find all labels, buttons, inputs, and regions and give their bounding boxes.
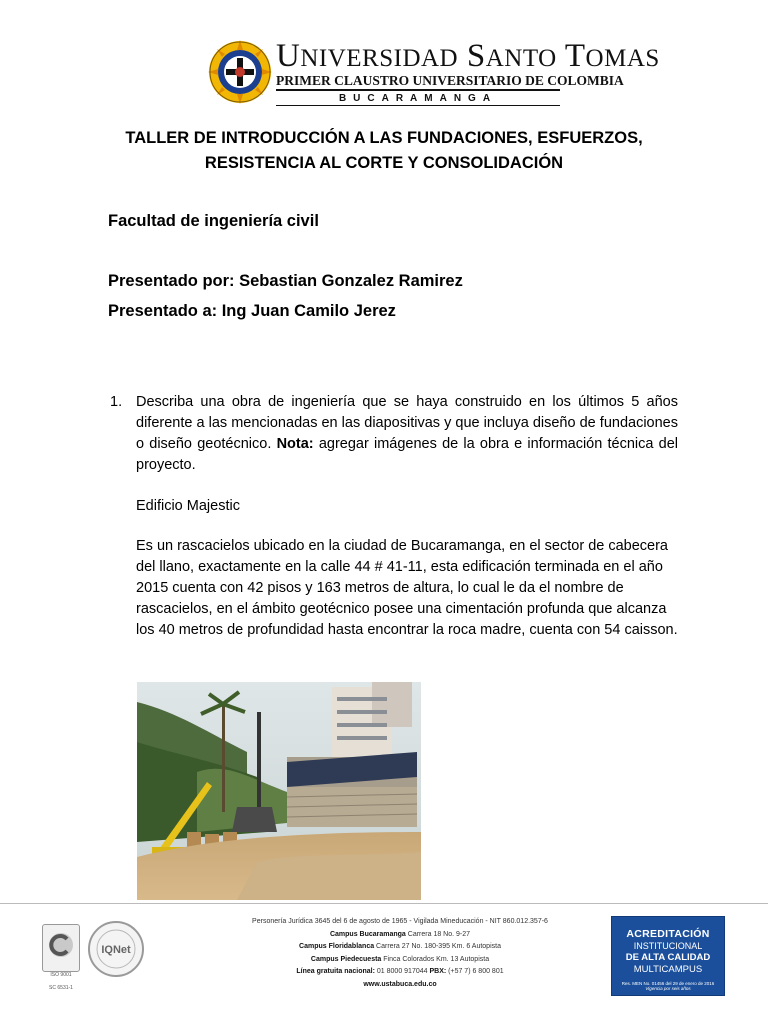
university-name: UNIVERSIDAD SANTO TOMAS <box>276 38 660 74</box>
question-text: Describa una obra de ingeniería que se haya construido en los últimos 5 años diferente a las mencionadas en las diapositivas y que incluya diseño de fundaciones o diseño geotécnico. Nota: agregar imágenes de la obra e información técnica del proyecto. <box>136 394 678 473</box>
campus-name: BUCARAMANGA <box>338 93 498 104</box>
title-line-2: RESISTENCIA AL CORTE Y CONSOLIDACIÓN <box>204 154 564 172</box>
accreditation-line-6: Vigencia por seis años <box>645 986 691 991</box>
faculty-label: Facultad de ingeniería civil <box>108 212 319 230</box>
accreditation-line-1: ACREDITACIÓN <box>626 928 710 940</box>
university-subtitle: PRIMER CLAUSTRO UNIVERSITARIO DE COLOMBIA <box>276 73 624 88</box>
question-number: 1. <box>110 394 123 410</box>
presented-by: Presentado por: Sebastian Gonzalez Ramirez <box>108 272 463 290</box>
footer-campus-3: Campus Piedecuesta Finca Colorados Km. 13 Autopista <box>310 955 490 963</box>
iso-certification-logo <box>42 924 80 972</box>
accreditation-line-3: DE ALTA CALIDAD <box>625 952 711 963</box>
iqnet-text: IQNet <box>101 944 131 956</box>
footer-phones: Línea gratuita nacional: 01 8000 917044 PBX: (+57 7) 6 800 801 <box>296 968 504 975</box>
note-label: Nota: <box>276 436 314 452</box>
footer-legal: Personería Jurídica 3645 del 6 de agosto de 1965 - Vigilada Mineducación - NIT 860.012.357-6 <box>252 918 548 925</box>
iso-code: SC 6531-1 <box>49 985 73 991</box>
accreditation-line-4: MULTICAMPUS <box>633 964 703 975</box>
iqnet-certification-logo <box>88 921 144 977</box>
accreditation-line-5: Res. MEN No. 01456 del 29 de enero de 2016 <box>621 981 715 986</box>
footer-campus-2: Campus Floridablanca Carrera 27 No. 180-395 Km. 6 Autopista <box>299 943 501 950</box>
footer-website: www.ustabuca.edu.co <box>363 980 437 988</box>
construction-site-photo <box>137 682 421 900</box>
icontec-icon <box>43 925 79 971</box>
document-title <box>100 126 668 176</box>
iso-label: ISO 9001 <box>50 972 72 978</box>
header-rule <box>276 89 560 91</box>
building-description: Es un rascacielos ubicado en la ciudad de Bucaramanga, en el sector de cabecera del llano, exactamente en la calle 44 # 41-11, esta edificación terminada en el año 2015 cuenta con 42 pisos y 163 metros de altura, lo cual le da el nombre de rascacielos, en el ámbito geotécnico posee una cimentación profunda que alcanza los 40 metros de profundidad hasta encontrar la roca madre, cuenta con 54 caisson. <box>136 538 678 638</box>
footer-campus-1: Campus Bucaramanga Carrera 18 No. 9-27 <box>329 930 471 938</box>
header-rule-bottom <box>276 105 560 106</box>
presented-to: Presentado a: Ing Juan Camilo Jerez <box>108 302 396 320</box>
accreditation-line-2: INSTITUCIONAL <box>633 941 703 951</box>
title-line-1: TALLER DE INTRODUCCIÓN A LAS FUNDACIONES, ESFUERZOS, <box>125 129 643 147</box>
building-name: Edificio Majestic <box>136 498 240 514</box>
footer-info <box>200 916 600 991</box>
footer-rule <box>0 903 768 904</box>
accreditation-badge <box>611 916 725 996</box>
university-seal-icon <box>208 40 272 104</box>
